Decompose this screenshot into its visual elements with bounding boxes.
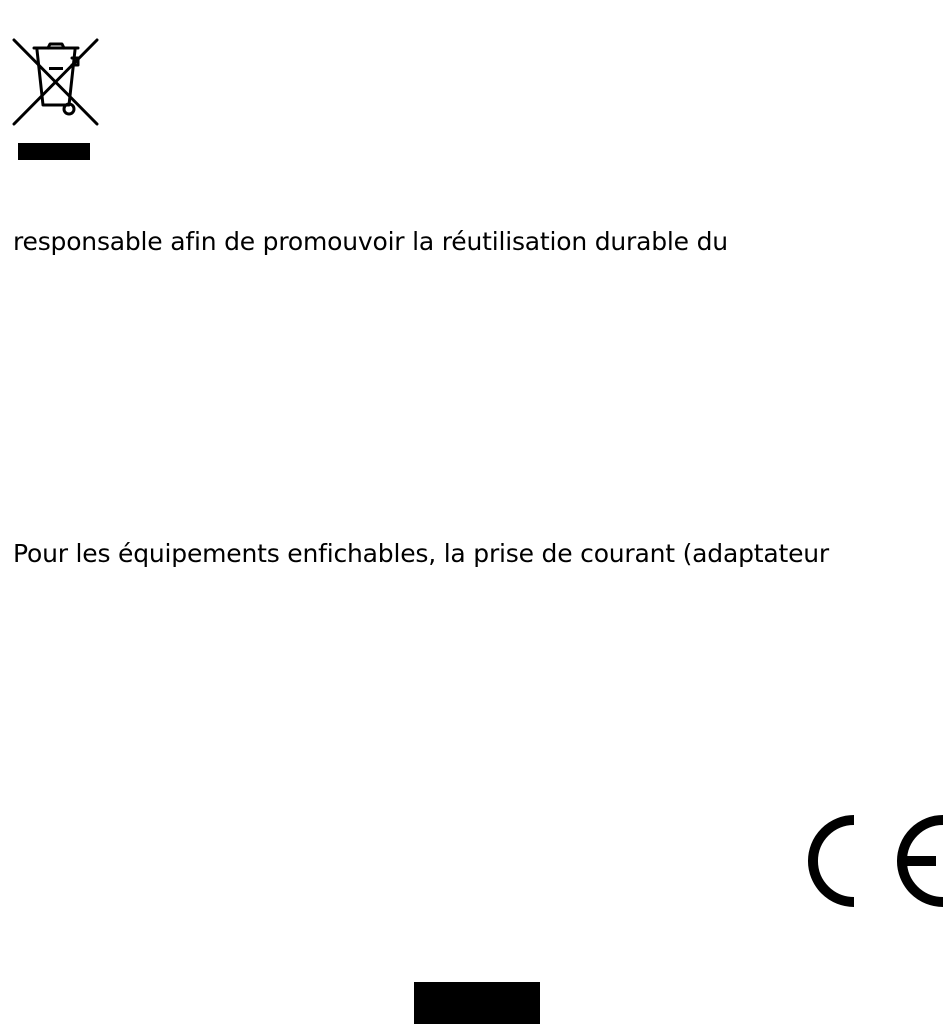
text-line-2: Pour les équipements enfichables, la prise de courant (adaptateur bbox=[13, 539, 829, 568]
crossed-out-bin-icon bbox=[12, 38, 100, 162]
black-bar bbox=[414, 982, 540, 1024]
ce-mark-icon bbox=[806, 812, 946, 910]
text-line-1: responsable afin de promouvoir la réutilisation durable du bbox=[13, 227, 728, 256]
